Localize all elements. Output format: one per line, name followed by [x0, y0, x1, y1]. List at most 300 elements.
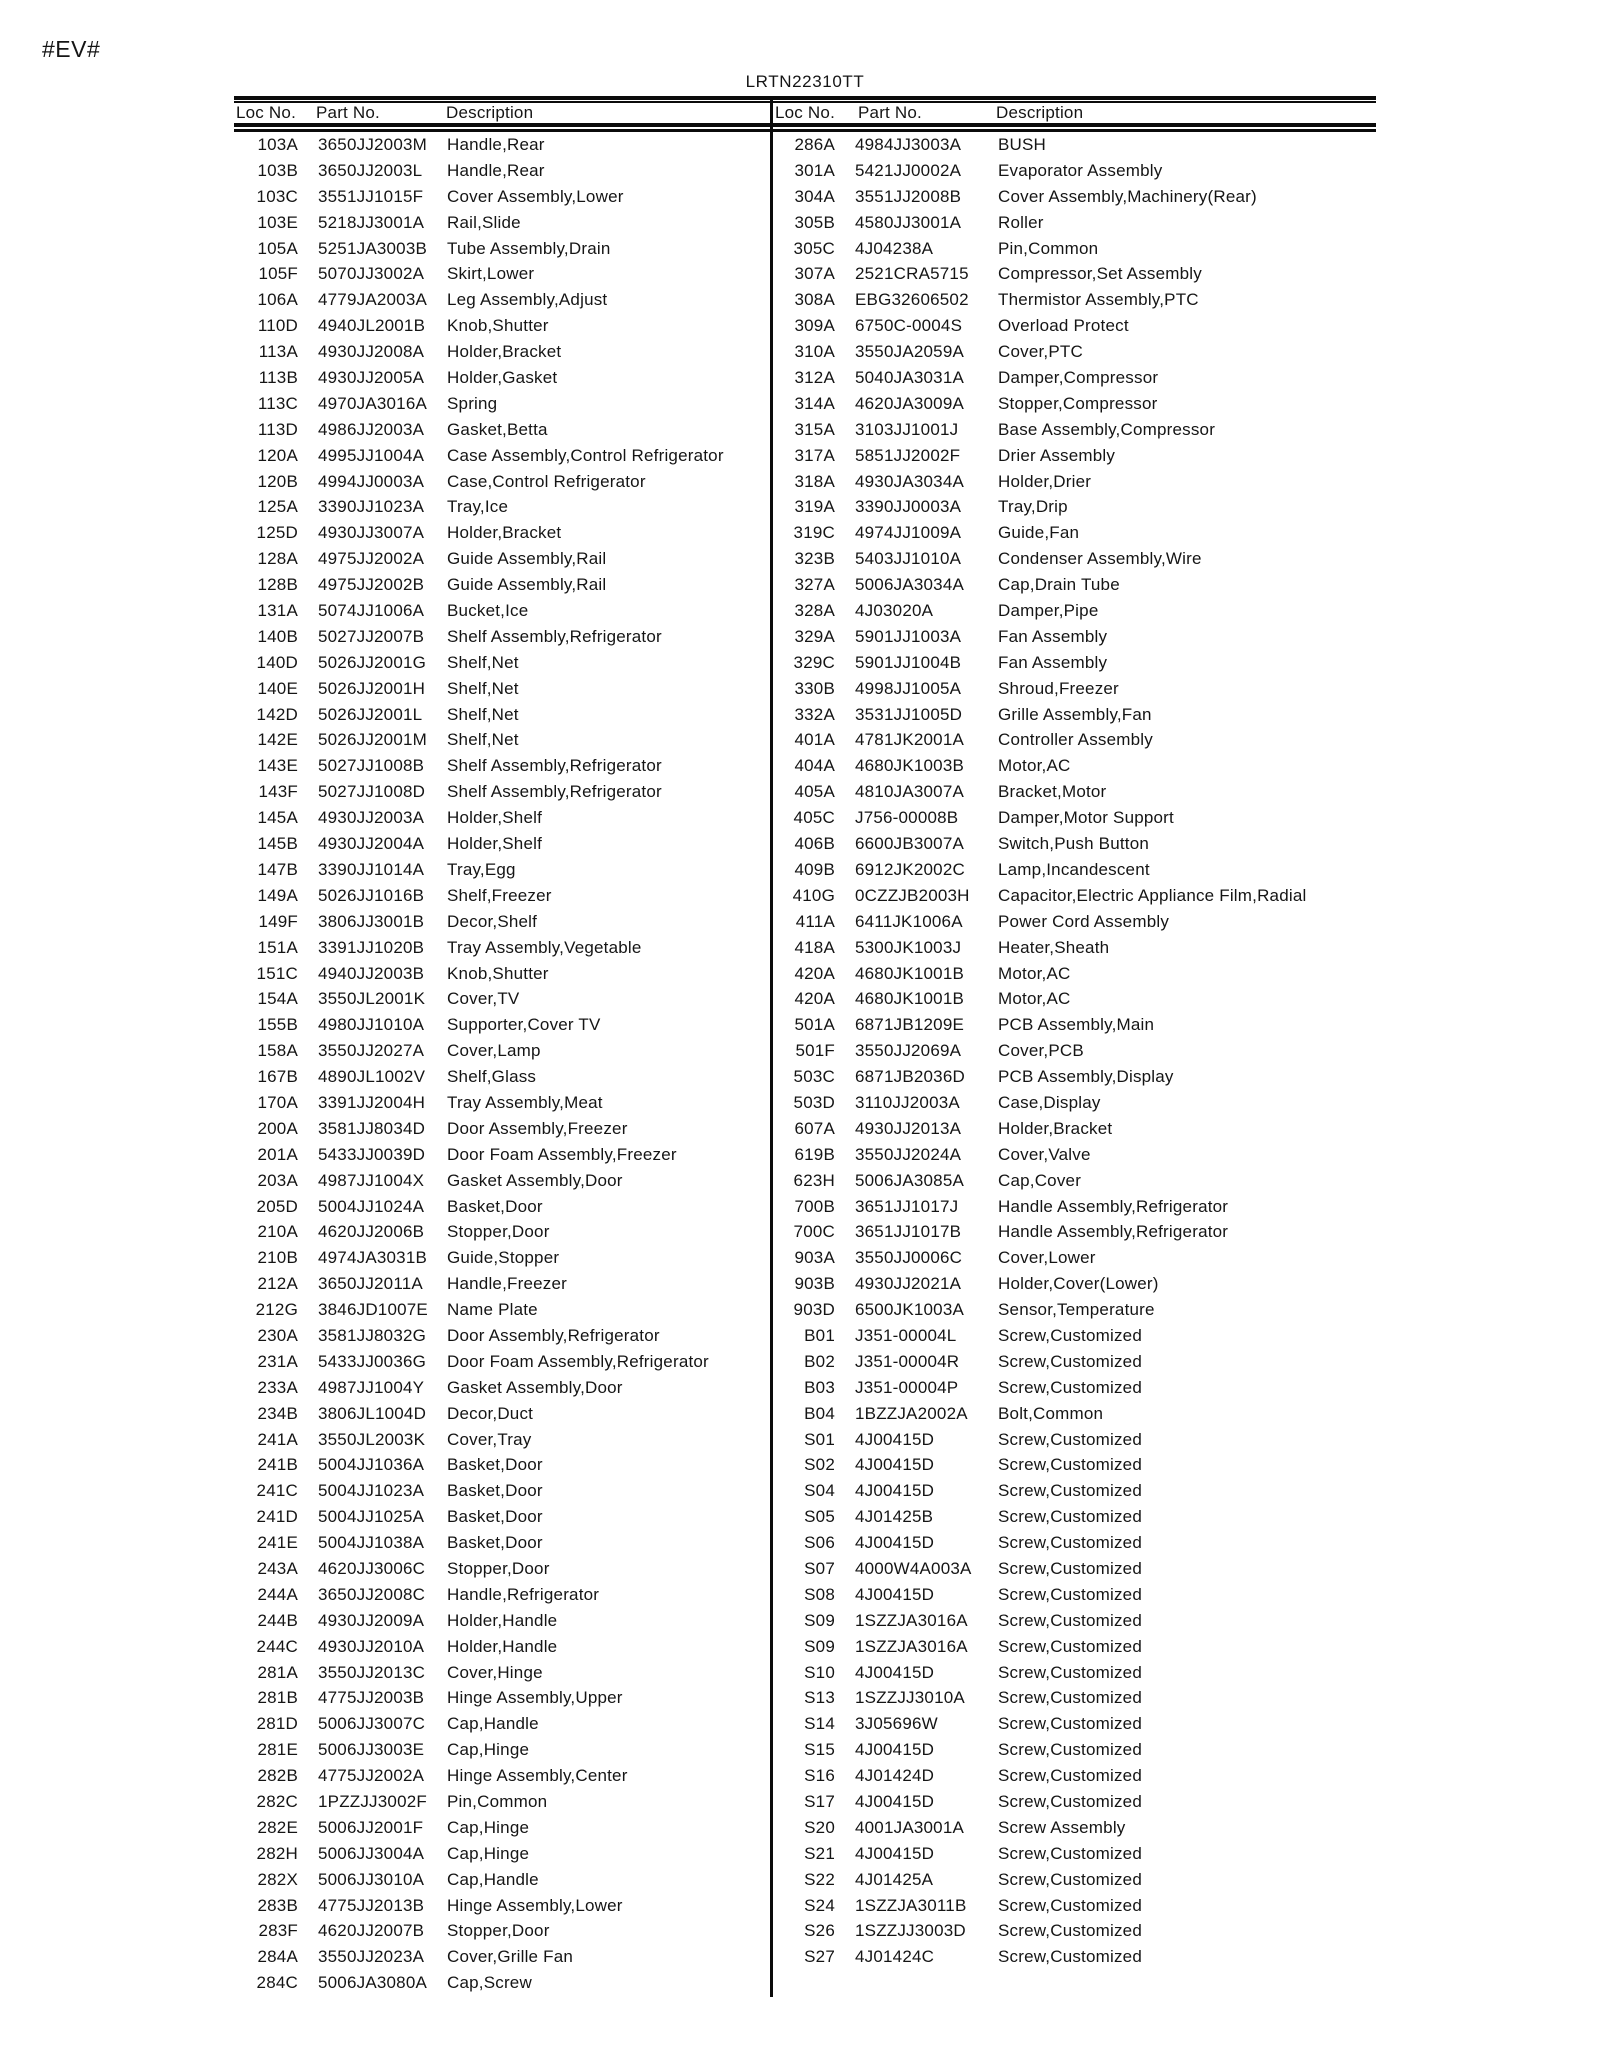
description-cell: Shroud,Freezer — [998, 678, 1119, 698]
description-cell: Decor,Shelf — [447, 911, 538, 931]
description-cell: Rail,Slide — [447, 212, 521, 232]
table-row — [773, 1452, 1376, 1478]
description-cell: Basket,Door — [447, 1196, 543, 1216]
table-row — [234, 417, 770, 443]
part-no-cell: 4000W4A003A — [855, 1558, 972, 1578]
loc-no-cell: 903A — [794, 1248, 835, 1268]
description-cell: Knob,Shutter — [447, 963, 549, 983]
table-row — [773, 1038, 1376, 1064]
table-row — [773, 1219, 1376, 1245]
loc-no-cell: 143F — [258, 782, 298, 802]
table-row — [773, 494, 1376, 520]
description-cell: Basket,Door — [447, 1455, 543, 1475]
description-cell: Guide,Fan — [998, 523, 1080, 543]
table-row — [773, 1711, 1376, 1737]
table-row — [773, 1194, 1376, 1220]
loc-no-cell: 212G — [255, 1300, 298, 1320]
table-row — [234, 1297, 770, 1323]
table-row — [773, 1944, 1376, 1970]
loc-no-cell: 308A — [794, 290, 835, 310]
loc-no-cell: 405A — [794, 782, 835, 802]
loc-no-cell: 318A — [794, 471, 835, 491]
loc-no-cell: 154A — [257, 989, 298, 1009]
header-description-left: Description — [446, 103, 534, 122]
part-no-cell: 4975JJ2002A — [318, 549, 425, 569]
table-row — [773, 935, 1376, 961]
table-row — [773, 1064, 1376, 1090]
part-no-cell: 4810JA3007A — [855, 782, 965, 802]
description-cell: Holder,Gasket — [447, 368, 558, 388]
table-row — [234, 1711, 770, 1737]
loc-no-cell: S22 — [804, 1869, 835, 1889]
loc-no-cell: 142D — [256, 704, 298, 724]
description-cell: Cover,Grille Fan — [447, 1947, 574, 1967]
description-cell: Cover,Valve — [998, 1144, 1091, 1164]
description-cell: Tray,Egg — [447, 859, 516, 879]
table-row — [234, 1478, 770, 1504]
description-cell: Basket,Door — [447, 1507, 543, 1527]
table-row — [234, 1504, 770, 1530]
table-row — [234, 1064, 770, 1090]
table-row — [773, 1504, 1376, 1530]
loc-no-cell: 700C — [793, 1222, 835, 1242]
loc-no-cell: 151A — [257, 937, 298, 957]
part-no-cell: 5901JJ1004B — [855, 652, 962, 672]
part-no-cell: 5027JJ1008D — [318, 782, 426, 802]
description-cell: Screw,Customized — [998, 1481, 1142, 1501]
description-cell: Condenser Assembly,Wire — [998, 549, 1202, 569]
part-no-cell: 5433JJ0039D — [318, 1144, 426, 1164]
header-part-no-left: Part No. — [316, 103, 380, 122]
table-row — [234, 624, 770, 650]
table-row — [234, 676, 770, 702]
description-cell: Hinge Assembly,Center — [447, 1766, 628, 1786]
table-row — [234, 443, 770, 469]
table-row — [773, 702, 1376, 728]
part-no-cell: 4974JJ1009A — [855, 523, 962, 543]
part-no-cell: 3391JJ2004H — [318, 1092, 426, 1112]
loc-no-cell: 201A — [257, 1144, 298, 1164]
description-cell: Shelf,Net — [447, 730, 519, 750]
description-cell: Fan Assembly — [998, 626, 1108, 646]
description-cell: Power Cord Assembly — [998, 911, 1170, 931]
loc-no-cell: 281E — [257, 1740, 298, 1760]
table-row — [234, 1452, 770, 1478]
part-no-cell: 3550JJ2027A — [318, 1041, 425, 1061]
loc-no-cell: 149A — [257, 885, 298, 905]
table-row — [234, 1867, 770, 1893]
description-cell: Handle Assembly,Refrigerator — [998, 1196, 1229, 1216]
part-no-cell: 3650JJ2003L — [318, 160, 423, 180]
loc-no-cell: 420A — [794, 963, 835, 983]
part-no-cell: 4930JJ2008A — [318, 342, 425, 362]
description-cell: Case,Display — [998, 1092, 1101, 1112]
description-cell: Handle Assembly,Refrigerator — [998, 1222, 1229, 1242]
description-cell: PCB Assembly,Main — [998, 1015, 1155, 1035]
part-no-cell: J351-00004P — [855, 1377, 959, 1397]
table-row — [773, 1168, 1376, 1194]
loc-no-cell: 210A — [257, 1222, 298, 1242]
part-no-cell: 6500JK1003A — [855, 1300, 965, 1320]
description-cell: Pin,Common — [998, 238, 1099, 258]
description-cell: Handle,Freezer — [447, 1274, 567, 1294]
loc-no-cell: 304A — [794, 186, 835, 206]
table-row — [234, 1245, 770, 1271]
part-no-cell: 4J04238A — [855, 238, 934, 258]
table-row — [234, 1271, 770, 1297]
table-row — [773, 184, 1376, 210]
description-cell: Motor,AC — [998, 756, 1071, 776]
table-row — [234, 1685, 770, 1711]
table-row — [773, 1608, 1376, 1634]
table-row — [773, 1867, 1376, 1893]
loc-no-cell: 155B — [257, 1015, 298, 1035]
part-no-cell: 4987JJ1004Y — [318, 1377, 425, 1397]
table-row — [773, 236, 1376, 262]
loc-no-cell: 120A — [257, 445, 298, 465]
part-no-cell: 4J01425B — [855, 1507, 934, 1527]
description-cell: Handle,Rear — [447, 160, 545, 180]
description-cell: Screw,Customized — [998, 1843, 1142, 1863]
table-row — [773, 1478, 1376, 1504]
loc-no-cell: 312A — [794, 368, 835, 388]
description-cell: Cap,Screw — [447, 1973, 532, 1993]
description-cell: Holder,Cover(Lower) — [998, 1274, 1159, 1294]
table-row — [234, 1349, 770, 1375]
description-cell: Supporter,Cover TV — [447, 1015, 601, 1035]
loc-no-cell: 284A — [257, 1947, 298, 1967]
loc-no-cell: 405C — [793, 808, 835, 828]
loc-no-cell: 151C — [256, 963, 298, 983]
description-cell: Screw,Customized — [998, 1351, 1142, 1371]
parts-column-left — [234, 132, 770, 1996]
column-divider — [770, 96, 773, 1997]
part-no-cell: 4J00415D — [855, 1533, 935, 1553]
description-cell: Case Assembly,Control Refrigerator — [447, 445, 724, 465]
header-loc-no-right: Loc No. — [775, 103, 835, 122]
loc-no-cell: 105F — [258, 264, 298, 284]
description-cell: Screw,Customized — [998, 1792, 1142, 1811]
table-row — [773, 210, 1376, 236]
part-no-cell: 4580JJ3001A — [855, 212, 962, 232]
description-cell: Stopper,Door — [447, 1558, 550, 1578]
table-row — [234, 313, 770, 339]
description-cell: Handle,Refrigerator — [447, 1584, 600, 1604]
loc-no-cell: 131A — [257, 601, 298, 621]
loc-no-cell: S26 — [804, 1921, 835, 1941]
loc-no-cell: 158A — [257, 1041, 298, 1061]
description-cell: Screw,Customized — [998, 1714, 1142, 1734]
description-cell: Skirt,Lower — [447, 264, 535, 284]
loc-no-cell: 128B — [257, 575, 298, 595]
description-cell: Shelf,Net — [447, 704, 519, 724]
part-no-cell: 6871JB2036D — [855, 1067, 965, 1087]
table-row — [234, 365, 770, 391]
loc-no-cell: 319C — [793, 523, 835, 543]
part-no-cell: EBG32606502 — [855, 290, 969, 310]
description-cell: Damper,Compressor — [998, 368, 1159, 388]
part-no-cell: 5026JJ1016B — [318, 885, 425, 905]
part-no-cell: 3650JJ2011A — [318, 1274, 423, 1294]
loc-no-cell: 113C — [257, 393, 298, 413]
table-row — [773, 1401, 1376, 1427]
loc-no-cell: 143E — [257, 756, 298, 776]
loc-no-cell: B04 — [804, 1403, 835, 1423]
loc-no-cell: 103E — [257, 212, 298, 232]
description-cell: Screw,Customized — [998, 1895, 1142, 1915]
loc-no-cell: 319A — [794, 497, 835, 517]
description-cell: Switch,Push Button — [998, 834, 1150, 854]
part-no-cell: 5421JJ0002A — [855, 160, 962, 180]
part-no-cell: 4620JA3009A — [855, 393, 965, 413]
part-no-cell: J351-00004L — [855, 1325, 957, 1345]
loc-no-cell: B01 — [804, 1325, 835, 1345]
description-cell: Knob,Shutter — [447, 316, 549, 336]
description-cell: BUSH — [998, 135, 1047, 154]
description-cell: Base Assembly,Compressor — [998, 419, 1216, 439]
description-cell: Motor,AC — [998, 963, 1071, 983]
part-no-cell: 4998JJ1005A — [855, 678, 962, 698]
loc-no-cell: S24 — [804, 1895, 835, 1915]
part-no-cell: 3390JJ1014A — [318, 859, 425, 879]
table-row — [234, 1219, 770, 1245]
part-no-cell: 5026JJ2001G — [318, 652, 427, 672]
table-row — [773, 1245, 1376, 1271]
loc-no-cell: 113D — [257, 419, 298, 439]
header-loc-no-left: Loc No. — [236, 103, 296, 122]
part-no-cell: 4994JJ0003A — [318, 471, 425, 491]
table-row — [234, 702, 770, 728]
description-cell: Cap,Hinge — [447, 1843, 530, 1863]
loc-no-cell: 401A — [794, 730, 835, 750]
part-no-cell: 4940JJ2003B — [318, 963, 425, 983]
description-cell: Bolt,Common — [998, 1403, 1104, 1423]
table-row — [234, 805, 770, 831]
part-no-cell: 4J00415D — [855, 1429, 935, 1449]
table-row — [773, 287, 1376, 313]
part-no-cell: 5251JA3003B — [318, 238, 428, 258]
part-no-cell: 4779JA2003A — [318, 290, 428, 310]
part-no-cell: 3390JJ1023A — [318, 497, 425, 517]
description-cell: Shelf Assembly,Refrigerator — [447, 756, 662, 776]
loc-no-cell: 309A — [794, 316, 835, 336]
description-cell: Stopper,Compressor — [998, 393, 1158, 413]
part-no-cell: 3391JJ1020B — [318, 937, 425, 957]
loc-no-cell: 103A — [257, 135, 298, 154]
header-description-right: Description — [996, 103, 1084, 122]
table-row — [234, 1090, 770, 1116]
loc-no-cell: 145A — [257, 808, 298, 828]
loc-no-cell: 328A — [794, 601, 835, 621]
corner-mark: #EV# — [42, 36, 101, 62]
description-cell: Heater,Sheath — [998, 937, 1110, 957]
loc-no-cell: 420A — [794, 989, 835, 1009]
part-no-cell: 4975JJ2002B — [318, 575, 425, 595]
table-row — [234, 1893, 770, 1919]
description-cell: Hinge Assembly,Upper — [447, 1688, 623, 1708]
part-no-cell: 1SZZJJ3010A — [855, 1688, 965, 1708]
loc-no-cell: S09 — [804, 1636, 835, 1656]
loc-no-cell: 307A — [794, 264, 835, 284]
description-cell: Holder,Shelf — [447, 808, 543, 828]
loc-no-cell: 329C — [793, 652, 835, 672]
table-row — [773, 1375, 1376, 1401]
loc-no-cell: S05 — [804, 1507, 835, 1527]
description-cell: Screw,Customized — [998, 1688, 1142, 1708]
table-row — [234, 339, 770, 365]
description-cell: Tray Assembly,Vegetable — [447, 937, 642, 957]
part-no-cell: 4J00415D — [855, 1481, 935, 1501]
part-no-cell: 4680JK1001B — [855, 989, 965, 1009]
loc-no-cell: 140E — [257, 678, 298, 698]
table-row — [773, 1893, 1376, 1919]
part-no-cell: 4781JK2001A — [855, 730, 965, 750]
table-row — [773, 339, 1376, 365]
table-row — [234, 236, 770, 262]
part-no-cell: 4620JJ3006C — [318, 1558, 426, 1578]
part-no-cell: 6600JB3007A — [855, 834, 965, 854]
description-cell: Bracket,Motor — [998, 782, 1107, 802]
part-no-cell: 4984JJ3003A — [855, 135, 962, 154]
part-no-cell: 4J00415D — [855, 1843, 935, 1863]
loc-no-cell: 241B — [257, 1455, 298, 1475]
table-row — [773, 132, 1376, 158]
loc-no-cell: 125A — [257, 497, 298, 517]
loc-no-cell: 284C — [256, 1973, 298, 1993]
table-row — [773, 417, 1376, 443]
loc-no-cell: 103B — [257, 160, 298, 180]
loc-no-cell: S15 — [804, 1740, 835, 1760]
table-row — [773, 1349, 1376, 1375]
description-cell: Cap,Handle — [447, 1714, 539, 1734]
table-row — [234, 753, 770, 779]
loc-no-cell: 332A — [794, 704, 835, 724]
part-no-cell: 5004JJ1024A — [318, 1196, 425, 1216]
table-row — [234, 935, 770, 961]
part-no-cell: 1PZZJJ3002F — [318, 1792, 427, 1811]
loc-no-cell: S20 — [804, 1817, 835, 1837]
part-no-cell: 4J03020A — [855, 601, 934, 621]
description-cell: Leg Assembly,Adjust — [447, 290, 608, 310]
table-row — [234, 986, 770, 1012]
table-row — [234, 572, 770, 598]
part-no-cell: 3103JJ1001J — [855, 419, 959, 439]
part-no-cell: 4680JK1001B — [855, 963, 965, 983]
description-cell: Handle,Rear — [447, 135, 545, 154]
description-cell: Grille Assembly,Fan — [998, 704, 1152, 724]
description-cell: Gasket Assembly,Door — [447, 1170, 623, 1190]
loc-no-cell: 203A — [257, 1170, 298, 1190]
part-no-cell: 5006JA3080A — [318, 1973, 428, 1993]
table-row — [234, 1556, 770, 1582]
page-title: LRTN22310TT — [745, 72, 865, 91]
loc-no-cell: 317A — [794, 445, 835, 465]
table-row — [773, 961, 1376, 987]
loc-no-cell: 607A — [794, 1118, 835, 1138]
part-no-cell: 4J00415D — [855, 1792, 935, 1811]
description-cell: Door Foam Assembly,Freezer — [447, 1144, 677, 1164]
part-no-cell: 4930JJ2010A — [318, 1636, 425, 1656]
part-no-cell: 5006JJ3004A — [318, 1843, 425, 1863]
part-no-cell: 4970JA3016A — [318, 393, 428, 413]
part-no-cell: 5004JJ1036A — [318, 1455, 425, 1475]
description-cell: Screw,Customized — [998, 1610, 1142, 1630]
part-no-cell: 4J01424D — [855, 1766, 935, 1786]
description-cell: Hinge Assembly,Lower — [447, 1895, 623, 1915]
loc-no-cell: 329A — [794, 626, 835, 646]
loc-no-cell: 140D — [256, 652, 298, 672]
table-row — [773, 1815, 1376, 1841]
table-row — [773, 1297, 1376, 1323]
part-no-cell: 4930JA3034A — [855, 471, 965, 491]
table-row — [773, 1789, 1376, 1815]
description-cell: Screw,Customized — [998, 1766, 1142, 1786]
part-no-cell: 5006JA3085A — [855, 1170, 965, 1190]
loc-no-cell: 230A — [257, 1325, 298, 1345]
loc-no-cell: 167B — [257, 1067, 298, 1087]
table-row — [773, 753, 1376, 779]
description-cell: Damper,Pipe — [998, 601, 1099, 621]
description-cell: Screw,Customized — [998, 1636, 1142, 1656]
table-row — [773, 1012, 1376, 1038]
loc-no-cell: 282E — [257, 1817, 298, 1837]
part-no-cell: 5004JJ1038A — [318, 1533, 425, 1553]
loc-no-cell: 244C — [256, 1636, 298, 1656]
description-cell: Cap,Hinge — [447, 1740, 530, 1760]
part-no-cell: 1SZZJA3011B — [855, 1895, 967, 1915]
part-no-cell: 4J00415D — [855, 1662, 935, 1682]
part-no-cell: 5006JJ3010A — [318, 1869, 425, 1889]
loc-no-cell: S02 — [804, 1455, 835, 1475]
loc-no-cell: 282C — [256, 1792, 298, 1811]
description-cell: Screw,Customized — [998, 1921, 1142, 1941]
description-cell: Shelf,Freezer — [447, 885, 552, 905]
description-cell: Door Assembly,Freezer — [447, 1118, 628, 1138]
table-row — [773, 857, 1376, 883]
description-cell: Name Plate — [447, 1300, 538, 1320]
table-row — [773, 909, 1376, 935]
table-row — [773, 1918, 1376, 1944]
table-body — [234, 132, 1376, 1997]
table-row — [234, 1116, 770, 1142]
loc-no-cell: 110D — [257, 316, 298, 336]
table-row — [773, 831, 1376, 857]
table-row — [234, 1012, 770, 1038]
description-cell: Cover,TV — [447, 989, 520, 1009]
part-no-cell: 3390JJ0003A — [855, 497, 962, 517]
table-row — [773, 650, 1376, 676]
table-row — [234, 1168, 770, 1194]
part-no-cell: 4775JJ2003B — [318, 1688, 425, 1708]
part-no-cell: 3650JJ2003M — [318, 135, 427, 154]
description-cell: Basket,Door — [447, 1533, 543, 1553]
description-cell: Shelf,Glass — [447, 1067, 537, 1087]
table-row — [234, 857, 770, 883]
description-cell: Door Assembly,Refrigerator — [447, 1325, 660, 1345]
part-no-cell: 3550JJ2024A — [855, 1144, 962, 1164]
description-cell: Cap,Hinge — [447, 1817, 530, 1837]
parts-column-right — [773, 132, 1376, 1970]
description-cell: Tray,Drip — [998, 497, 1068, 517]
description-cell: Compressor,Set Assembly — [998, 264, 1202, 284]
table-row — [773, 1090, 1376, 1116]
loc-no-cell: 210B — [257, 1248, 298, 1268]
table-row — [773, 1116, 1376, 1142]
table-row — [234, 1582, 770, 1608]
table-row — [773, 1763, 1376, 1789]
part-no-cell: 5004JJ1025A — [318, 1507, 425, 1527]
loc-no-cell: S10 — [804, 1662, 835, 1682]
